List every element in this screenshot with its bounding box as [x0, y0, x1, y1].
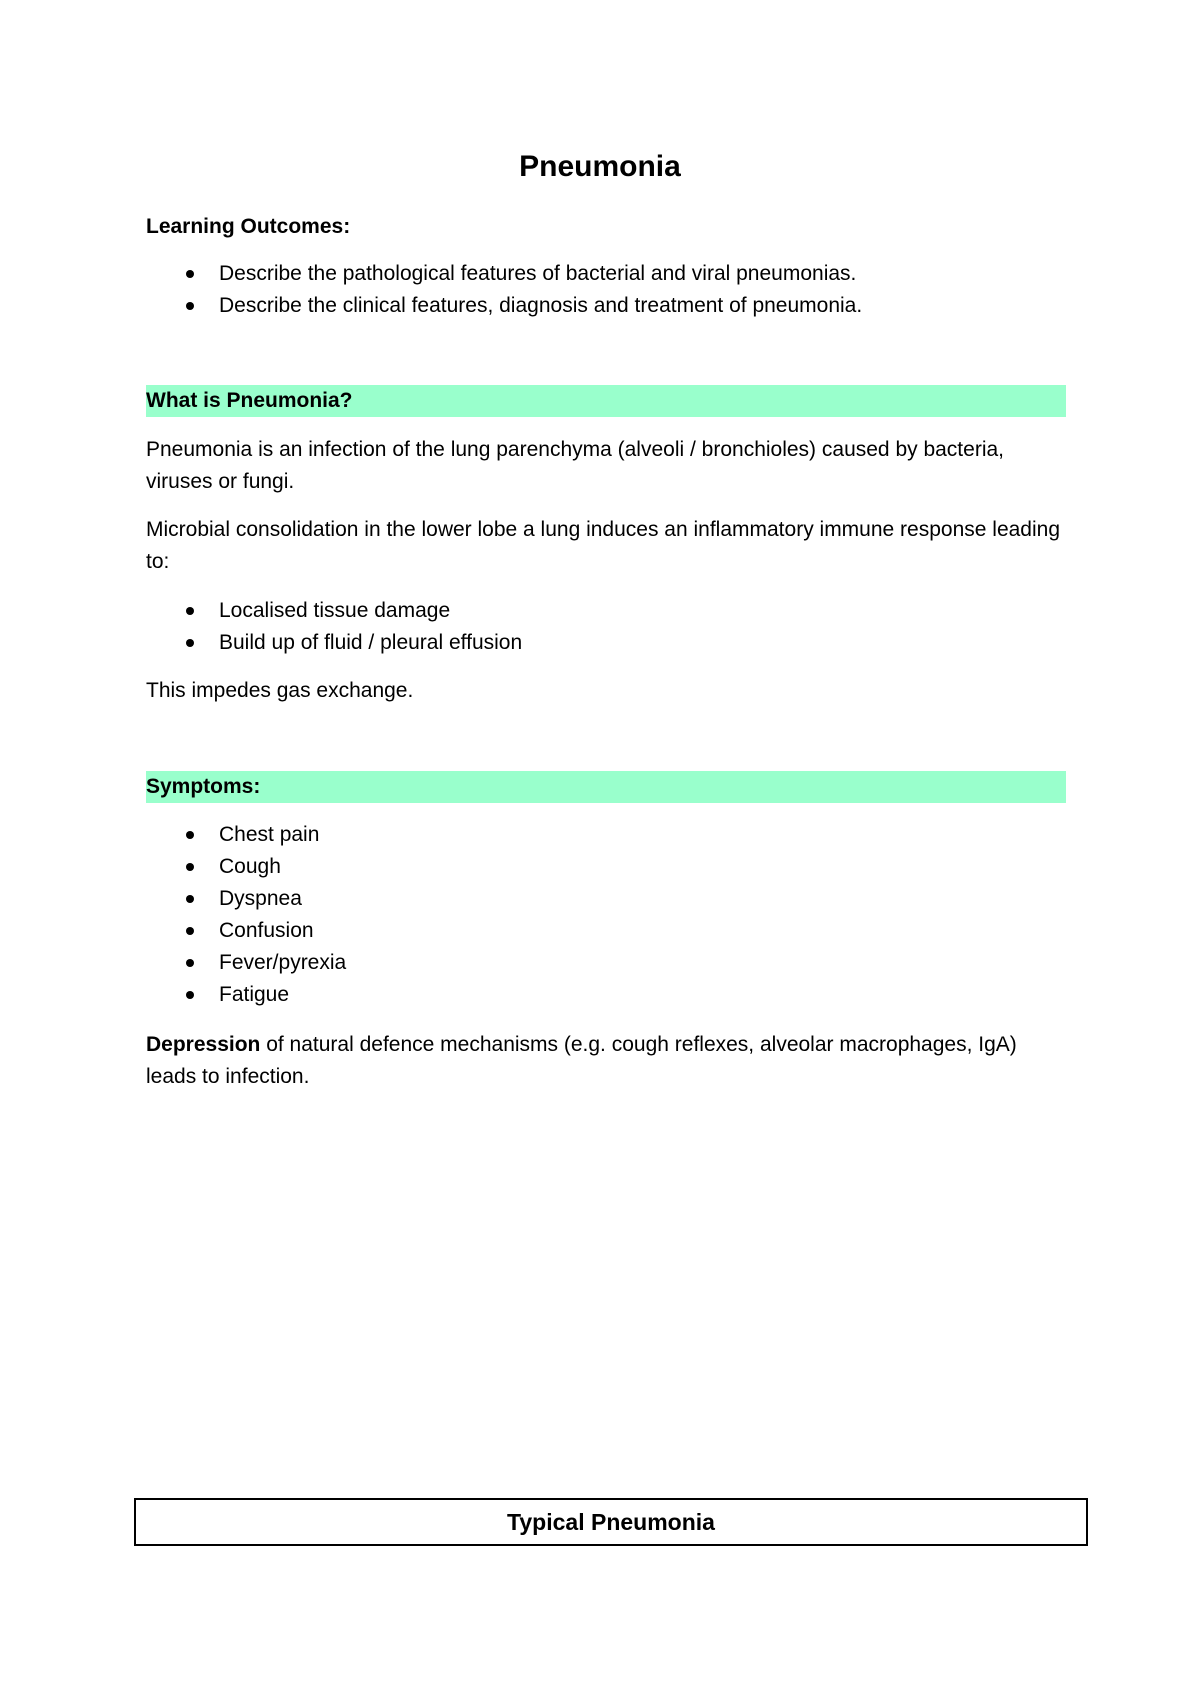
bullet-icon	[186, 639, 194, 647]
list-item	[146, 883, 1066, 915]
list-item	[146, 947, 1066, 979]
list-item	[146, 851, 1066, 883]
list-item	[146, 979, 1066, 1011]
list-item-text: Fatigue	[219, 983, 290, 1006]
bullet-icon	[186, 991, 194, 999]
gas-exchange-paragraph: This impedes gas exchange.	[146, 679, 414, 702]
list-item	[146, 915, 1066, 947]
bullet-icon	[186, 927, 194, 935]
bullet-icon	[186, 302, 194, 310]
bullet-icon	[186, 863, 194, 871]
consolidation-paragraph: Microbial consolidation in the lower lobe a lung induces an inflammatory immune response leading to:	[146, 518, 1061, 573]
consequences-list	[146, 595, 1066, 659]
page-title: Pneumonia	[519, 150, 681, 183]
depression-text: of natural defence mechanisms (e.g. cough reflexes, alveolar macrophages, IgA) leads to infection.	[146, 1033, 1017, 1088]
section-heading-what-is	[146, 385, 1066, 417]
list-item	[146, 290, 1066, 322]
typical-pneumonia-heading: Typical Pneumonia	[134, 1498, 1088, 1546]
list-item	[146, 595, 1066, 627]
bullet-icon	[186, 831, 194, 839]
list-item-text: Localised tissue damage	[219, 599, 451, 622]
learning-outcomes-label: Learning Outcomes:	[146, 215, 351, 238]
depression-keyword: Depression	[146, 1033, 261, 1056]
depression-paragraph	[146, 1029, 1066, 1093]
list-item-text: Fever/pyrexia	[219, 951, 347, 974]
list-item-text: Describe the clinical features, diagnosis and treatment of pneumonia.	[219, 294, 863, 317]
section-heading-symptoms	[146, 771, 1066, 803]
list-item	[146, 627, 1066, 659]
section-heading-text: What is Pneumonia?	[146, 389, 353, 412]
learning-outcomes-list	[146, 258, 1066, 322]
list-item	[146, 258, 1066, 290]
list-item-text: Dyspnea	[219, 887, 302, 910]
list-item-text: Confusion	[219, 919, 314, 942]
bullet-icon	[186, 895, 194, 903]
list-item-text: Build up of fluid / pleural effusion	[219, 631, 523, 654]
definition-paragraph: Pneumonia is an infection of the lung parenchyma (alveoli / bronchioles) caused by bacteria, viruses or fungi.	[146, 438, 1004, 493]
bullet-icon	[186, 959, 194, 967]
list-item-text: Describe the pathological features of bacterial and viral pneumonias.	[219, 262, 857, 285]
list-item-text: Chest pain	[219, 823, 320, 846]
list-item-text: Cough	[219, 855, 281, 878]
list-item	[146, 819, 1066, 851]
bullet-icon	[186, 270, 194, 278]
symptoms-list	[146, 819, 1066, 1011]
section-heading-text: Symptoms:	[146, 775, 261, 798]
bullet-icon	[186, 607, 194, 615]
